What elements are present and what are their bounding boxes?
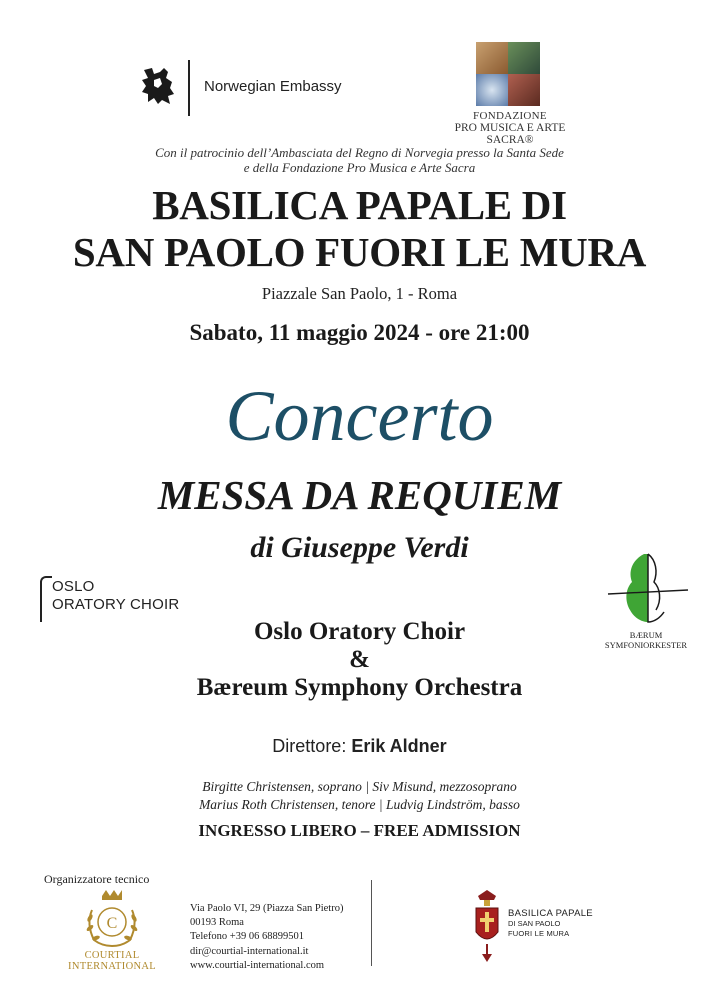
- choir-bracket-icon: [40, 576, 52, 622]
- courtial-logo: [40, 890, 184, 970]
- crown-laurel-icon: [40, 890, 184, 950]
- contact-website: www.courtial-international.com: [190, 959, 325, 971]
- fondazione-line2: PRO MUSICA E ARTE SACRA®: [454, 122, 566, 146]
- contact-email: dir@courtial-international.it: [190, 945, 309, 957]
- violin-icon: [598, 550, 694, 628]
- oslo-logo-line2: ORATORY CHOIR: [52, 596, 180, 613]
- embassy-label: Norwegian Embassy: [204, 78, 342, 95]
- patronage-line2: e della Fondazione Pro Musica e Arte Sacra: [243, 160, 476, 175]
- soloists: [0, 778, 719, 814]
- event-datetime: Sabato, 11 maggio 2024 - ore 21:00: [189, 320, 530, 345]
- basilica-logo-line1: BASILICA PAPALE: [508, 908, 593, 919]
- work-title: MESSA DA REQUIEM: [157, 472, 562, 518]
- ampersand: &: [349, 646, 370, 673]
- footer-divider: [371, 880, 372, 966]
- venue-title-line2: SAN PAOLO FUORI LE MURA: [72, 229, 647, 275]
- soloists-line1: Birgitte Christensen, soprano | Siv Misund, mezzosoprano: [202, 779, 517, 794]
- choir-name: Oslo Oratory Choir: [253, 618, 466, 645]
- soloists-line2: Marius Roth Christensen, tenore | Ludvig Lindström, basso: [199, 797, 520, 812]
- contact-phone: Telefono +39 06 68899501: [190, 931, 304, 943]
- organizer-label: Organizzatore tecnico: [44, 872, 150, 886]
- baerum-logo-line1: BÆRUM: [629, 630, 663, 640]
- organizer-contact: [190, 902, 343, 973]
- venue-title: [0, 182, 719, 276]
- oslo-oratory-choir-logo: [38, 576, 188, 624]
- logo-divider: [188, 60, 190, 116]
- admission-note: INGRESSO LIBERO – FREE ADMISSION: [198, 821, 521, 840]
- baerum-logo-line2: SYMFONIORKESTER: [604, 640, 688, 650]
- basilica-logo-line2: DI SAN PAOLO: [508, 919, 561, 928]
- venue-address: Piazzale San Paolo, 1 - Roma: [261, 284, 458, 303]
- performers: [0, 618, 719, 702]
- director-name: Erik Aldner: [351, 736, 447, 756]
- norwegian-lion-icon: [140, 66, 176, 106]
- director: [0, 736, 719, 757]
- fondazione-logo: [432, 42, 588, 146]
- fondazione-line1: FONDAZIONE: [473, 110, 547, 122]
- basilica-logo: [470, 888, 600, 964]
- contact-address: Via Paolo VI, 29 (Piazza San Pietro): [190, 903, 344, 914]
- director-label: Direttore:: [272, 736, 352, 756]
- composer: di Giuseppe Verdi: [250, 531, 469, 564]
- oslo-logo-line1: OSLO: [52, 578, 95, 595]
- venue-title-line1: BASILICA PAPALE DI: [152, 182, 567, 228]
- basilica-logo-line3: FUORI LE MURA: [508, 929, 570, 938]
- courtial-name: COURTIAL INTERNATIONAL: [68, 950, 156, 972]
- svg-text:C: C: [106, 915, 118, 932]
- patronage-text: [0, 145, 719, 175]
- contact-city: 00193 Roma: [190, 917, 244, 929]
- basilica-crest-icon: [470, 888, 504, 964]
- patronage-line1: Con il patrocinio dell’Ambasciata del Regno di Norvegia presso la Santa Sede: [155, 145, 564, 160]
- fondazione-mosaic-icon: [476, 42, 540, 106]
- concerto-heading: Concerto: [225, 376, 494, 456]
- orchestra-name: Bæreum Symphony Orchestra: [196, 674, 523, 701]
- norwegian-embassy-logo: [140, 58, 380, 118]
